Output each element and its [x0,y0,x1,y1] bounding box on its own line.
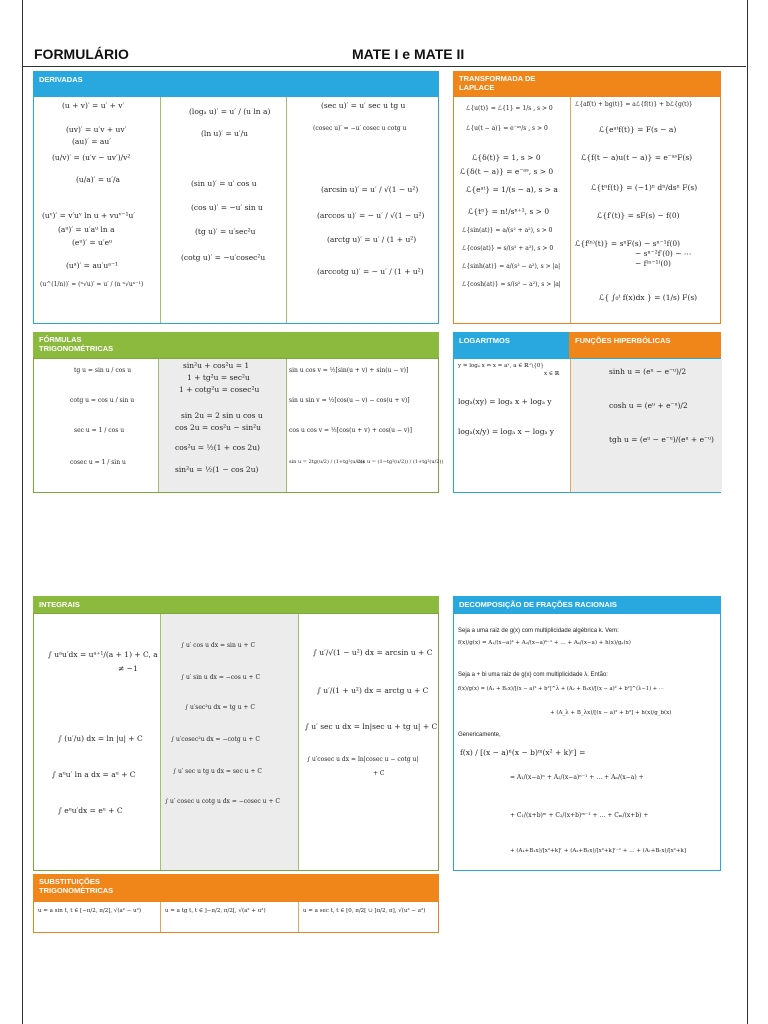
formula: f(x) / [(x − a)ⁿ(x − b)ᵐ(x² + k)ʳ] = [460,748,586,757]
formula: u = a sec t, t ∈ [0, π/2[ ∪ ]π/2, π], √(u² − a²) [303,908,426,914]
hiperbolicas-col [570,359,722,492]
formula: (cosec u)′ = −u′ cosec u cotg u [313,125,407,132]
formula: sin u = 2tg(u/2) / (1+tg²(u/2)) [289,459,365,465]
trig-title: FÓRMULAS TRIGONOMÉTRICAS [39,335,114,353]
formula: + C [373,770,385,777]
formula: ℒ{tⁿf(t)} = (−1)ⁿ dⁿ/dsⁿ F(s) [591,183,698,192]
formula: sinh u = (eᵘ − e⁻ᵘ)/2 [609,367,687,376]
formula: − sⁿ⁻²f′(0) − ⋯ [635,249,692,258]
logaritmos-header: LOGARITMOS [453,332,569,358]
formula: 1 + cotg²u = cosec²u [179,385,260,394]
formula: (sec u)′ = u′ sec u tg u [321,101,406,110]
formula: (eᵘ)′ = u′eᵘ [72,238,113,247]
formula: ∫ u′cosec²u dx = −cotg u + C [171,736,260,743]
formula: ∫ u′/√(1 − u²) dx = arcsin u + C [313,648,433,657]
title-divider [22,66,746,67]
formula: ℒ{tⁿ} = n!/sⁿ⁺¹, s > 0 [468,207,550,216]
formula: ∫ aᵘu′ ln a dx = aᵘ + C [52,770,136,779]
substituicoes-col-3 [298,902,440,932]
substituicoes-panel [33,901,439,933]
formula: tg u = sin u / cos u [74,367,132,374]
formula: ∫ u′ sec u tg u dx = sec u + C [173,768,263,775]
formula: cos 2u = cos²u − sin²u [175,423,261,432]
formula: cos²u = ½(1 + cos 2u) [175,443,260,452]
formula: cosh u = (eᵘ + e⁻ᵘ)/2 [609,401,688,410]
decomposicao-panel [453,613,721,871]
formula: (cotg u)′ = −u′cosec²u [181,253,266,262]
formula: ℒ{f′(t)} = sF(s) − f(0) [597,211,680,220]
formula: ℒ{ ∫₀ᵗ f(x)dx } = (1/s) F(s) [599,293,698,302]
formula: u = a sin t, t ∈ [−π/2, π/2], √(a² − u²) [38,908,141,914]
formula: ℒ{u(t − a)} = e⁻ᵃˢ/s , s > 0 [466,125,548,132]
formula: (sin u)′ = u′ cos u [191,179,257,188]
formula: f(x)/g(x) = (A₁ + B₁x)/[(x − a)² + b²]^λ + (A₂ + B₂x)/[(x − a)² + b²]^(λ−1) + ⋯ [458,686,664,692]
formula: y = logₐ x ⇔ x = aʸ, a ∈ ℝ⁺\{0} [458,363,544,369]
formula: (uᵃ)′ = au′uᵃ⁻¹ [66,261,119,270]
substituicoes-title: SUBSTITUIÇÕES TRIGONOMÉTRICAS [39,877,114,895]
laplace-col-1 [454,97,570,323]
formula: ∫ u′ cosec u cotg u dx = −cosec u + C [165,798,280,805]
formula: ∫ u′sec²u dx = tg u + C [185,704,255,711]
formula: ℒ{cos(at)} = s/(s² + a²), s > 0 [462,245,554,252]
formula: sin²u + cos²u = 1 [183,361,250,370]
formula: (arctg u)′ = u′ / (1 + u²) [327,235,417,244]
laplace-panel [453,96,721,324]
page-title: FORMULÁRIO [34,46,129,62]
formula: = A₁/(x−a)ⁿ + A₂/(x−a)ⁿ⁻¹ + … + Aₙ/(x−a) + [510,774,644,781]
formula: ℒ{δ(t)} = 1, s > 0 [472,153,541,162]
formula: ℒ{sinh(at)} = a/(s² − a²), s > |a| [462,263,561,270]
formula: (tg u)′ = u′sec²u [195,227,256,236]
formula: sin²u = ½(1 − cos 2u) [175,465,259,474]
formula: cosec u = 1 / sin u [70,459,126,466]
formula: 1 + tg²u = sec²u [187,373,250,382]
formula: logₐ(x/y) = logₐ x − logₐ y [458,427,555,436]
formula: ∫ u′/(1 + u²) dx = arctg u + C [317,686,429,695]
formula: (u/a)′ = u′/a [76,175,120,184]
hiperbolicas-header: FUNÇÕES HIPERBÓLICAS [569,332,721,358]
formula: (u^(1/n))′ = (ⁿ√u)′ = u′ / (n ⁿ√uⁿ⁻¹) [40,281,144,288]
formula: ℒ{f(t − a)u(t − a)} = e⁻ᵃˢF(s) [581,153,693,162]
formula: (u + v)′ = u′ + v′ [62,101,125,110]
trig-header [33,332,439,358]
formula: ∫ eᵘu′dx = eᵘ + C [58,806,123,815]
integrais-panel [33,613,439,871]
decomposicao-header: DECOMPOSIÇÃO DE FRAÇÕES RACIONAIS [453,596,721,613]
integrais-header: INTEGRAIS [33,596,439,613]
integrais-col-2 [160,614,298,870]
formula: ℒ{eᵃᵗf(t)} = F(s − a) [599,125,677,134]
formula: + (A_λ + B_λx)/[(x − a)² + b²] + h(x)/g_b(x) [550,710,672,716]
text-line: Seja a uma raiz de g(x) com multiplicidade algébrica k. Vem: [458,628,619,634]
formula: ℒ{δ(t − a)} = e⁻ᵃˢ, s > 0 [460,167,554,176]
derivadas-header: DERIVADAS [33,71,439,96]
formula: ℒ{af(t) + bg(t)} = aℒ{f(t)} + bℒ{g(t)} [575,101,693,108]
formula: ≠ −1 [118,664,138,673]
formula: (cos u)′ = −u′ sin u [191,203,263,212]
formula: ℒ{sin(at)} = a/(s² + a²), s > 0 [462,227,553,234]
text-line: Genericamente, [458,732,501,738]
formula: (arccotg u)′ = − u′ / (1 + u²) [317,267,424,276]
formula: cotg u = cos u / sin u [70,397,135,404]
formula: cos u cos v = ½[cos(u + v) + cos(u − v)] [289,427,412,434]
integrais-col-1 [34,614,160,870]
formula: (u/v)′ = (u′v − uv′)/v² [52,153,131,162]
trig-col-1 [34,359,158,492]
formula: ∫ u′ cos u dx = sin u + C [181,642,256,649]
formula: ∫ (u′/u) dx = ln |u| + C [58,734,143,743]
formula: (arccos u)′ = − u′ / √(1 − u²) [317,211,425,220]
formula: ℒ{eᵃᵗ} = 1/(s − a), s > a [466,185,558,194]
formula: + (A₁+B₁x)/[x²+k]ʳ + (A₂+B₂x)/[x²+k]ʳ⁻¹ + … + (Aᵣ+Bᵣx)/[x²+k] [510,848,686,854]
formula: + C₁/(x+b)ᵐ + C₂/(x+b)ᵐ⁻¹ + … + Cₘ/(x+b) + [510,812,649,819]
formula: ℒ{f⁽ⁿ⁾(t)} = sⁿF(s) − sⁿ⁻¹f(0) [575,239,681,248]
formula: sin 2u = 2 sin u cos u [181,411,263,420]
formula: sec u = 1 / cos u [74,427,125,434]
formula: ∫ uᵃu′dx = uᵃ⁺¹/(a + 1) + C, a [48,650,158,659]
formula: (uᵛ)′ = v′uᵛ ln u + vuᵛ⁻¹u′ [42,211,136,220]
formula: (au)′ = au′ [72,137,111,146]
logaritmos-panel [453,358,721,493]
derivadas-col-3 [286,97,440,323]
formula: ℒ{cosh(at)} = s/(s² − a²), s > |a| [462,281,561,288]
formula: (arcsin u)′ = u′ / √(1 − u²) [321,185,419,194]
trig-panel [33,358,444,493]
substituicoes-col-2 [160,902,298,932]
formula: (logₐ u)′ = u′ / (u ln a) [189,107,271,116]
derivadas-col-1 [34,97,160,323]
derivadas-col-2 [160,97,286,323]
laplace-header [453,71,721,96]
course-title: MATE I e MATE II [352,46,465,62]
formula: f(x)/g(x) = A₁/(x−a)ᵏ + A₂/(x−a)ᵏ⁻¹ + … + Aₖ/(x−a) + h(x)/gₐ(x) [458,640,631,646]
formula: logₐ(xy) = logₐ x + logₐ y [458,397,552,406]
formula: (aᵘ)′ = u′aᵘ ln a [58,225,115,234]
formula: − f⁽ⁿ⁻¹⁾(0) [635,259,671,268]
formula: ∫ u′cosec u dx = ln|cosec u − cotg u| [307,756,419,763]
formula: ℒ{u(t)} = ℒ{1} = 1/s , s > 0 [466,105,553,112]
formula: ∫ u′ sin u dx = −cos u + C [181,674,261,681]
formula: sin u sin v = ½[cos(u − v) − cos(u + v)] [289,397,410,404]
laplace-col-2 [570,97,722,323]
formula: tgh u = (eᵘ − e⁻ᵘ)/(eᵘ + e⁻ᵘ) [609,435,714,444]
formula: (uv)′ = u′v + uv′ [66,125,127,134]
formula: cos u = (1−tg²(u/2)) / (1+tg²(u/2)) [357,459,444,465]
text-line: Seja a + bi uma raiz de g(x) com multiplicidade λ. Então: [458,672,608,678]
formula: x ∈ ℝ [544,371,560,377]
laplace-title: TRANSFORMADA DE LAPLACE [459,74,536,92]
trig-col-3 [286,359,444,492]
formula: sin u cos v = ½[sin(u + v) + sin(u − v)] [289,367,409,374]
formula: ∫ u′ sec u dx = ln|sec u + tg u| + C [305,722,438,731]
trig-col-2 [158,359,286,492]
derivadas-panel [33,96,439,324]
logaritmos-col [454,359,570,492]
substituicoes-col-1 [34,902,160,932]
formula: (ln u)′ = u′/u [201,129,248,138]
substituicoes-header [33,874,439,901]
formula: u = a tg t, t ∈ ]−π/2, π/2[, √(a² + u²) [165,908,266,914]
integrais-col-3 [298,614,440,870]
